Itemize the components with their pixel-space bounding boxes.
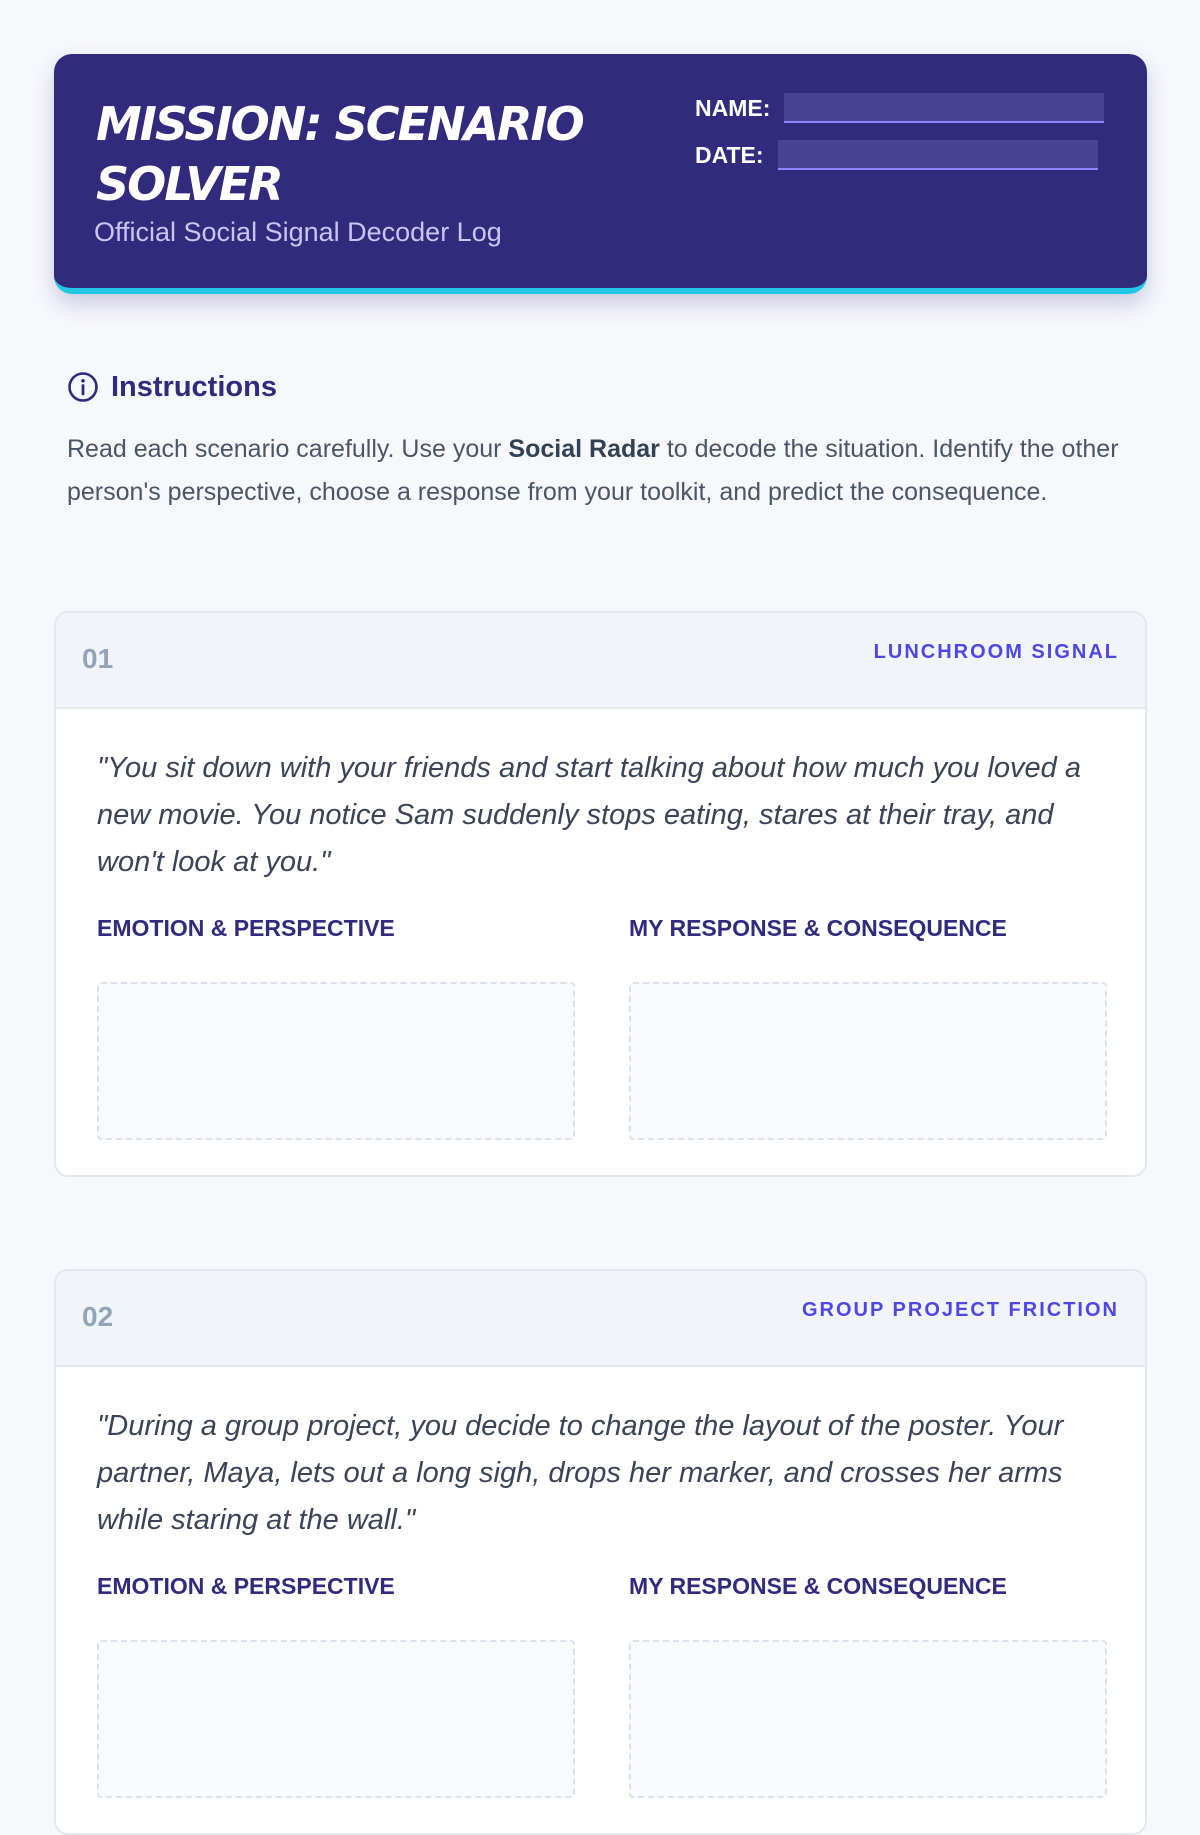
name-label: NAME: [695,94,771,121]
scenario-quote: "You sit down with your friends and start talking about how much you loved a new movie. You notice Sam suddenly stops eating, stares at their tray, and won't look at you." [97,752,1081,878]
scenario-card [54,611,1147,1177]
mission-subtitle: Official Social Signal Decoder Log [94,217,502,247]
scenario-number: 02 [82,1301,114,1332]
social-radar-emphasis: Social Radar [508,435,660,463]
response-consequence-answer-box[interactable] [629,982,1107,1140]
scenario-header [56,1271,1145,1367]
instructions-text-part: Read each scenario carefully. Use your [67,435,509,463]
scenario-tag: LUNCHROOM SIGNAL [873,641,1119,663]
instructions-section [67,370,1127,514]
mission-title: MISSION: SCENARIO SOLVER [96,97,583,211]
instructions-heading [67,370,1127,404]
scenario-card [54,1269,1147,1835]
response-consequence-label: MY RESPONSE & CONSEQUENCE [629,1573,1007,1599]
name-input[interactable] [784,93,1104,123]
instructions-title: Instructions [111,370,277,403]
emotion-perspective-answer-box[interactable] [97,1640,575,1798]
instructions-text-part: to decode the situation. Identify the other person's perspective, choose a response from your toolkit, and predict the consequence. [67,435,1119,506]
scenario-number: 01 [82,643,114,674]
date-label: DATE: [695,141,764,168]
response-consequence-answer-box[interactable] [629,1640,1107,1798]
worksheet-page [54,54,1147,1599]
emotion-perspective-label: EMOTION & PERSPECTIVE [97,915,395,941]
scenario-header [56,613,1145,709]
emotion-perspective-label: EMOTION & PERSPECTIVE [97,1573,395,1599]
date-input[interactable] [778,140,1098,170]
emotion-perspective-answer-box[interactable] [97,982,575,1140]
date-field-row [695,140,1098,170]
mission-header [54,54,1147,294]
instructions-text [67,428,1127,514]
scenario-quote: "During a group project, you decide to change the layout of the poster. Your partner, Maya, lets out a long sigh, drops her marker, and crosses her arms while staring at the wall." [97,1410,1064,1536]
info-circle-icon [67,371,99,403]
scenario-tag: GROUP PROJECT FRICTION [802,1299,1119,1321]
name-field-row [695,93,1104,123]
response-consequence-label: MY RESPONSE & CONSEQUENCE [629,915,1007,941]
